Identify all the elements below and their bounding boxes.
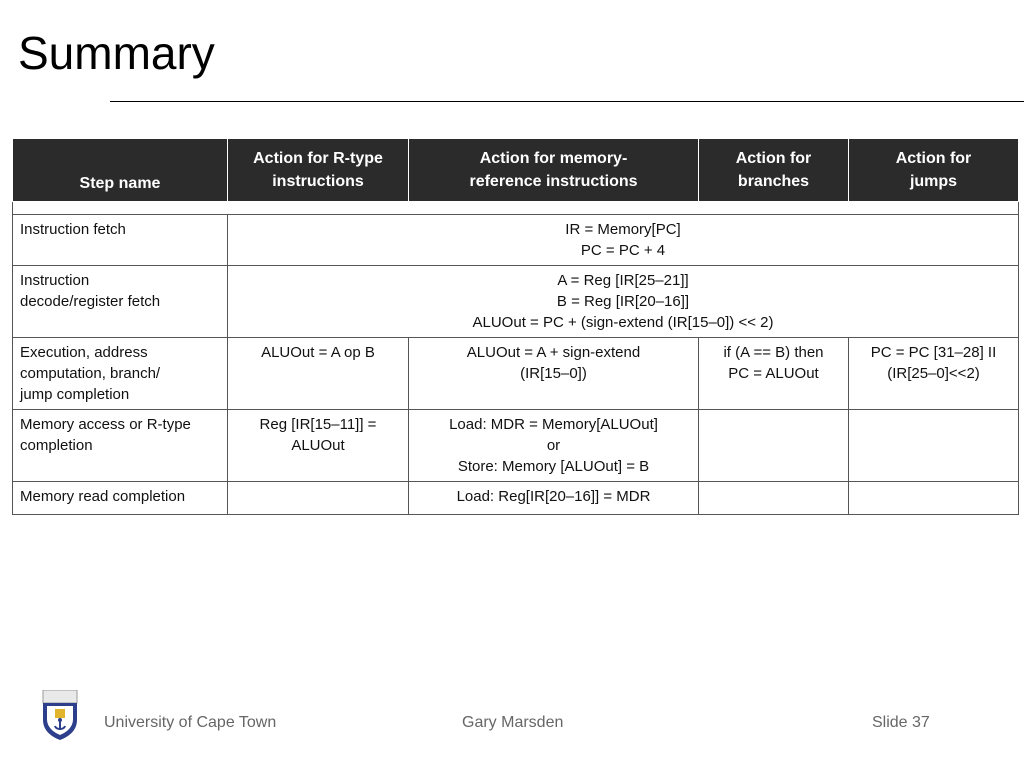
memref-action-cell: ALUOut = A + sign-extend (IR[15–0]) <box>409 338 699 410</box>
table-header-row <box>13 139 1019 202</box>
summary-table <box>12 138 1019 515</box>
jump-action-cell <box>849 482 1019 515</box>
common-action-cell: A = Reg [IR[25–21]] B = Reg [IR[20–16]] ALUOut = PC + (sign-extend (IR[15–0]) << 2) <box>228 266 1019 338</box>
footer-slide-number: Slide 37 <box>872 714 930 731</box>
step-name-cell: Instruction fetch <box>13 215 228 266</box>
header-step-name: Step name <box>13 139 228 202</box>
header-jumps: Action for jumps <box>849 139 1019 202</box>
jump-action-cell <box>849 410 1019 482</box>
branch-action-cell <box>699 410 849 482</box>
footer-author: Gary Marsden <box>462 714 564 731</box>
table-row <box>13 338 1019 410</box>
branch-action-cell <box>699 482 849 515</box>
jump-action-cell: PC = PC [31–28] II (IR[25–0]<<2) <box>849 338 1019 410</box>
header-memref: Action for memory- reference instructions <box>409 139 699 202</box>
rtype-action-cell <box>228 482 409 515</box>
table-row <box>13 482 1019 515</box>
header-rtype: Action for R-type instructions <box>228 139 409 202</box>
table-row <box>13 410 1019 482</box>
header-branches: Action for branches <box>699 139 849 202</box>
table-row <box>13 215 1019 266</box>
university-crest-icon <box>41 690 79 740</box>
footer-institution: University of Cape Town <box>104 714 277 731</box>
branch-action-cell: if (A == B) then PC = ALUOut <box>699 338 849 410</box>
rtype-action-cell: Reg [IR[15–11]] = ALUOut <box>228 410 409 482</box>
slide-title: Summary <box>18 27 215 79</box>
step-name-cell: Memory read completion <box>13 482 228 515</box>
table-row <box>13 266 1019 338</box>
step-name-cell: Memory access or R-type completion <box>13 410 228 482</box>
rtype-action-cell: ALUOut = A op B <box>228 338 409 410</box>
memref-action-cell: Load: MDR = Memory[ALUOut] or Store: Memory [ALUOut] = B <box>409 410 699 482</box>
title-divider <box>110 101 1024 102</box>
memref-action-cell: Load: Reg[IR[20–16]] = MDR <box>409 482 699 515</box>
step-name-cell: Instruction decode/register fetch <box>13 266 228 338</box>
step-name-cell: Execution, address computation, branch/ jump completion <box>13 338 228 410</box>
common-action-cell: IR = Memory[PC] PC = PC + 4 <box>228 215 1019 266</box>
